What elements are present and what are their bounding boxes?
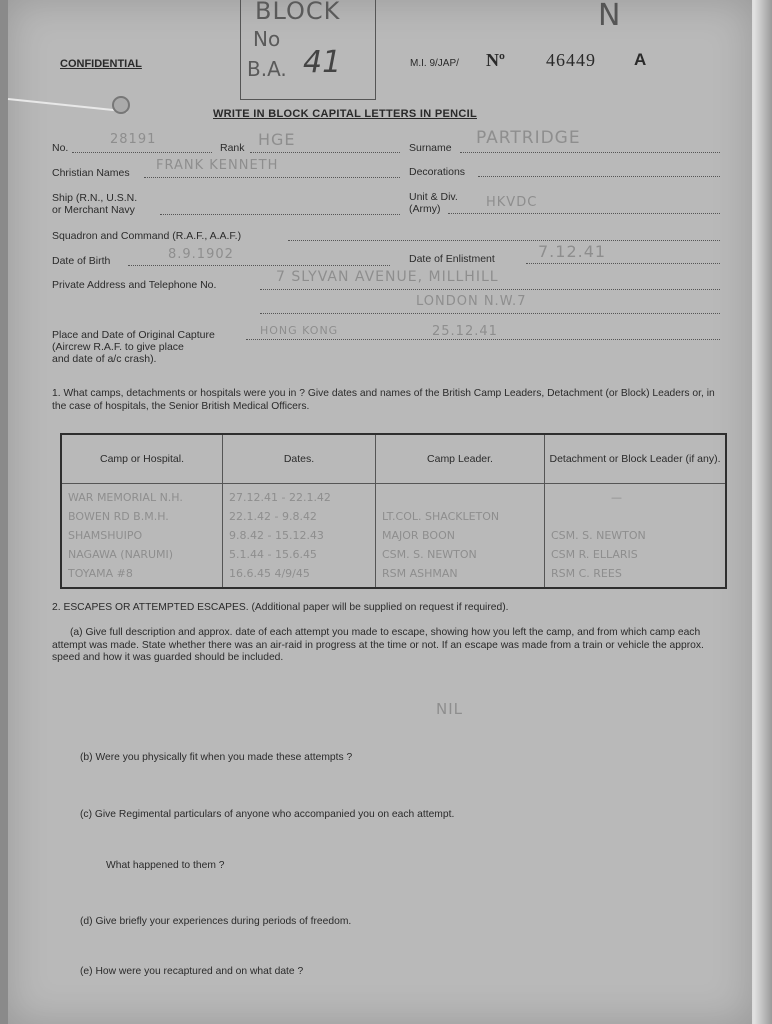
ship-line — [160, 214, 400, 215]
confidential-heading: CONFIDENTIAL — [60, 58, 142, 70]
block-leader-entry: RSM C. REES — [551, 567, 622, 580]
dob-label: Date of Birth — [52, 255, 111, 267]
block-capitals-instruction: WRITE IN BLOCK CAPITAL LETTERS IN PENCIL — [213, 108, 477, 120]
enlistment-value: 7.12.41 — [538, 242, 607, 261]
ship-label-1: Ship (R.N., U.S.N. — [52, 192, 138, 204]
camp-entry: BOWEN RD B.M.H. — [68, 510, 169, 523]
capture-label-1: Place and Date of Original Capture — [52, 329, 215, 341]
block-leaders-cell — [545, 484, 727, 589]
top-right-mark: N — [598, 0, 621, 33]
unit-line — [448, 213, 720, 214]
camps-table — [60, 433, 727, 589]
capture-place: HONG KONG — [260, 324, 339, 337]
number-label: Nº — [486, 50, 505, 70]
stamp-line-3: B.A. — [247, 57, 287, 81]
christian-names-value: FRANK KENNETH — [156, 158, 279, 173]
camp-entry: WAR MEMORIAL N.H. — [68, 491, 183, 504]
question-2b: (b) Were you physically fit when you made these attempts ? — [80, 752, 353, 763]
question-2a: (a) Give full description and approx. date of each attempt you made to escape, showing how you left the camp, and from which camp each attempt was made. State whether there was an air-raid in progress at the time or not. If an escape was made from a train or vehicle the approx. speed and how it was guarded should be included. — [52, 627, 704, 663]
address-line-2 — [260, 313, 720, 314]
rank-label: Rank — [220, 142, 245, 154]
block-leader-entry — [551, 507, 719, 526]
form-page — [8, 0, 752, 1024]
enlistment-label: Date of Enlistment — [409, 253, 495, 265]
enlistment-line — [526, 263, 720, 264]
squadron-line — [288, 240, 720, 241]
dob-line — [128, 265, 390, 266]
question-1: 1. What camps, detachments or hospitals were you in ? Give dates and names of the British Camp Leaders, Detachment (or Block) Leaders or, in the case of hospitals, the Senior British Medical Officers. — [52, 388, 715, 412]
leader-entry: CSM. S. NEWTON — [382, 548, 477, 561]
binding-eyelet — [112, 96, 130, 114]
ship-label-2: or Merchant Navy — [52, 204, 135, 216]
no-label: No. — [52, 142, 69, 154]
stamp-line-2: No — [253, 27, 281, 51]
block-leader-entry: — — [611, 491, 622, 504]
stamp-number: 41 — [303, 45, 342, 80]
col-block-leader: Detachment or Block Leader (if any). — [545, 434, 727, 484]
surname-line — [460, 152, 720, 153]
no-line — [72, 152, 212, 153]
leader-entry: LT.COL. SHACKLETON — [382, 510, 500, 523]
capture-label-3: and date of a/c crash). — [52, 353, 157, 365]
surname-label: Surname — [409, 142, 452, 154]
form-suffix: A — [634, 50, 647, 69]
leader-entry — [382, 488, 538, 507]
col-dates: Dates. — [223, 434, 376, 484]
question-2-title: 2. ESCAPES OR ATTEMPTED ESCAPES. (Additional paper will be supplied on request if required). — [52, 602, 509, 613]
form-number: 46449 — [546, 50, 596, 70]
date-entry: 5.1.44 - 15.6.45 — [229, 548, 317, 561]
surname-value: PARTRIDGE — [476, 128, 581, 148]
capture-label-2: (Aircrew R.A.F. to give place — [52, 341, 184, 353]
block-stamp — [240, 0, 376, 100]
address-value-1: 7 SLYVAN AVENUE, MILLHILL — [276, 269, 499, 285]
stamp-line-1: BLOCK — [255, 0, 341, 25]
date-entry: 22.1.42 - 9.8.42 — [229, 510, 317, 523]
camp-entry: TOYAMA #8 — [68, 567, 133, 580]
camp-entry: SHAMSHUIPO — [68, 529, 143, 542]
christian-names-line — [144, 177, 400, 178]
camp-entry: NAGAWA (NARUMI) — [68, 548, 174, 561]
leaders-cell — [376, 484, 545, 589]
decorations-line — [478, 176, 720, 177]
question-2e: (e) How were you recaptured and on what date ? — [80, 966, 304, 977]
decorations-label: Decorations — [409, 166, 466, 178]
col-camp-leader: Camp Leader. — [376, 434, 545, 484]
unit-label-1: Unit & Div. — [409, 191, 458, 203]
binding-string — [8, 98, 128, 113]
leader-entry: RSM ASHMAN — [382, 567, 458, 580]
dates-cell — [223, 484, 376, 589]
rank-value: HGE — [258, 130, 296, 149]
unit-label-2: (Army) — [409, 203, 441, 215]
question-2c: (c) Give Regimental particulars of anyone who accompanied you on each attempt. — [80, 809, 455, 820]
block-leader-entry: CSM R. ELLARIS — [551, 548, 638, 561]
capture-date: 25.12.41 — [432, 324, 498, 339]
dob-value: 8.9.1902 — [168, 247, 234, 262]
date-entry: 9.8.42 - 15.12.43 — [229, 529, 324, 542]
leader-entry: MAJOR BOON — [382, 529, 455, 542]
no-value: 28191 — [110, 132, 157, 147]
address-value-2: LONDON N.W.7 — [416, 294, 527, 309]
squadron-label: Squadron and Command (R.A.F., A.A.F.) — [52, 230, 242, 242]
date-entry: 16.6.45 4/9/45 — [229, 567, 310, 580]
col-camp: Camp or Hospital. — [61, 434, 223, 484]
question-2a-answer: NIL — [436, 700, 464, 718]
rank-line — [250, 152, 400, 153]
question-2d: (d) Give briefly your experiences during periods of freedom. — [80, 916, 352, 927]
block-leader-entry: CSM. S. NEWTON — [551, 529, 646, 542]
unit-value: HKVDC — [486, 195, 538, 210]
address-line-1 — [260, 289, 720, 290]
question-2c-followup: What happened to them ? — [106, 860, 225, 871]
capture-line — [246, 339, 720, 340]
ref-code: M.I. 9/JAP/ — [410, 58, 459, 69]
address-label: Private Address and Telephone No. — [52, 279, 217, 291]
camps-cell — [61, 484, 223, 589]
christian-names-label: Christian Names — [52, 167, 130, 179]
date-entry: 27.12.41 - 22.1.42 — [229, 491, 331, 504]
